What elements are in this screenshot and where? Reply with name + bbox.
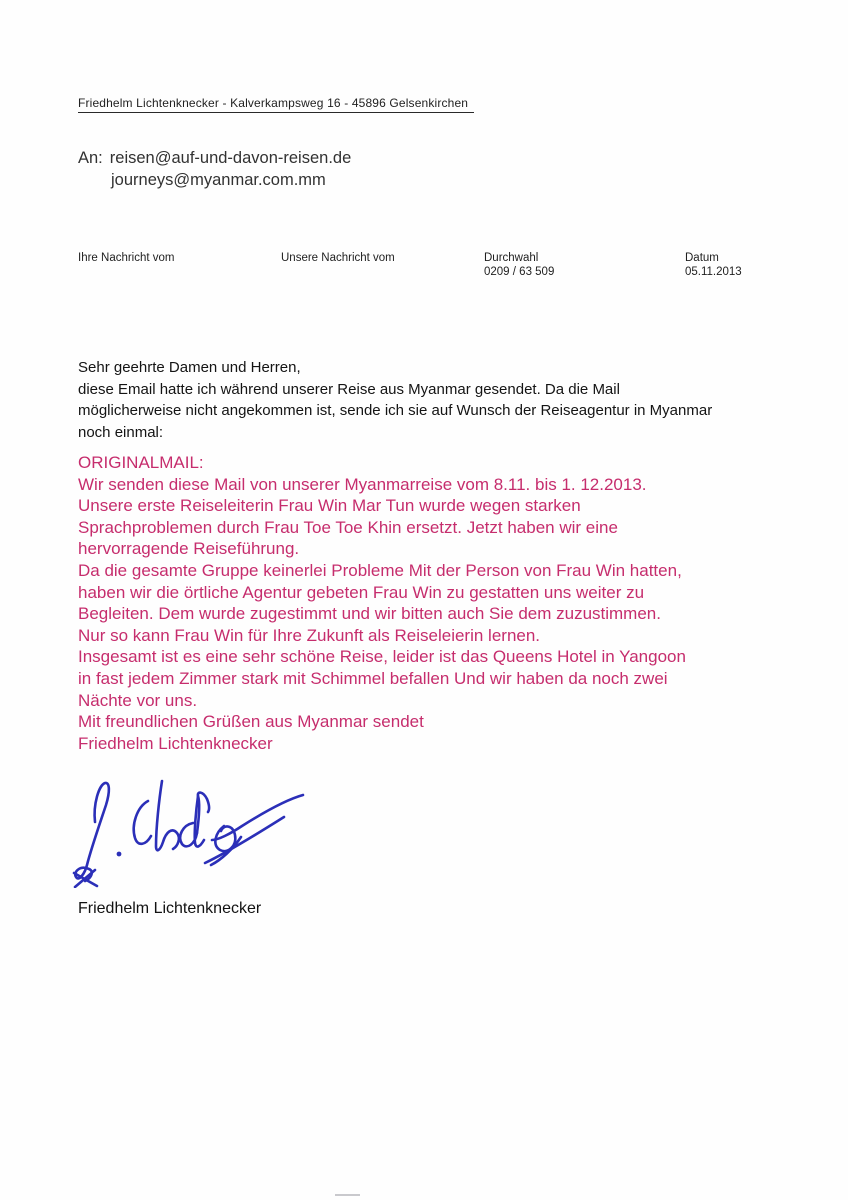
original-mail-line: Friedhelm Lichtenknecker: [78, 733, 273, 753]
scan-artifact-mark: [335, 1194, 360, 1196]
original-mail-line: Nur so kann Frau Win für Ihre Zukunft als Reiseleierin lernen.: [78, 625, 541, 645]
original-mail-line: hervorragende Reiseführung.: [78, 539, 300, 559]
original-mail-line: Begleiten. Dem wurde zugestimmt und wir bitten auch Sie dem zuzustimmen.: [78, 604, 661, 624]
original-mail-line: Sprachproblemen durch Frau Toe Toe Khin ersetzt. Jetzt haben wir eine: [78, 517, 618, 537]
original-mail-section: [78, 452, 686, 754]
typed-signature-name: Friedhelm Lichtenknecker: [78, 900, 262, 917]
info-value: 0209 / 63 509: [484, 266, 555, 278]
recipient-label: An:: [78, 149, 103, 167]
original-mail-line: Insgesamt ist es eine sehr schöne Reise, leider ist das Queens Hotel in Yangoon: [78, 647, 686, 667]
body-line: noch einmal:: [78, 423, 164, 441]
info-label: Durchwahl: [484, 252, 539, 264]
original-mail-line: Da die gesamte Gruppe keinerlei Probleme Mit der Person von Frau Win hatten,: [78, 560, 682, 580]
handwritten-signature-ink: [64, 776, 308, 888]
info-col-durchwahl: [484, 251, 554, 279]
info-value: 05.11.2013: [685, 266, 742, 278]
info-label: Datum: [685, 252, 719, 264]
original-mail-line: Wir senden diese Mail von unserer Myanmarreise vom 8.11. bis 1. 12.2013.: [78, 474, 647, 494]
original-mail-line: Unsere erste Reiseleiterin Frau Win Mar Tun wurde wegen starken: [78, 496, 581, 516]
original-mail-line: ORIGINALMAIL:: [78, 453, 204, 472]
letter-greeting-paragraph: [78, 357, 712, 443]
recipient-line-2: [111, 169, 351, 191]
info-col-ihre-nachricht: [78, 251, 175, 265]
recipient-block: [78, 147, 351, 191]
original-mail-line: Nächte vor uns.: [78, 690, 198, 710]
original-mail-line: haben wir die örtliche Agentur gebeten Frau Win zu gestatten uns weiter zu: [78, 582, 645, 602]
body-line: Sehr geehrte Damen und Herren,: [78, 359, 301, 376]
info-col-datum: [685, 251, 742, 279]
recipient-email-1: reisen@auf-und-davon-reisen.de: [109, 149, 352, 167]
info-label: Ihre Nachricht vom: [78, 252, 175, 264]
info-label: Unsere Nachricht vom: [281, 252, 395, 264]
recipient-line-1: [78, 147, 351, 169]
original-mail-line: in fast jedem Zimmer stark mit Schimmel befallen Und wir haben da noch zwei: [78, 668, 668, 688]
recipient-email-2: journeys@myanmar.com.mm: [111, 171, 326, 189]
body-line: diese Email hatte ich während unserer Reise aus Myanmar gesendet. Da die Mail: [78, 380, 620, 398]
body-line: möglicherweise nicht angekommen ist, sende ich sie auf Wunsch der Reiseagentur in Myanmar: [78, 402, 713, 419]
info-col-unsere-nachricht: [281, 251, 395, 265]
original-mail-line: Mit freundlichen Grüßen aus Myanmar sendet: [78, 712, 424, 732]
sender-address-line: Friedhelm Lichtenknecker - Kalverkampsweg 16 - 45896 Gelsenkirchen: [78, 96, 474, 113]
